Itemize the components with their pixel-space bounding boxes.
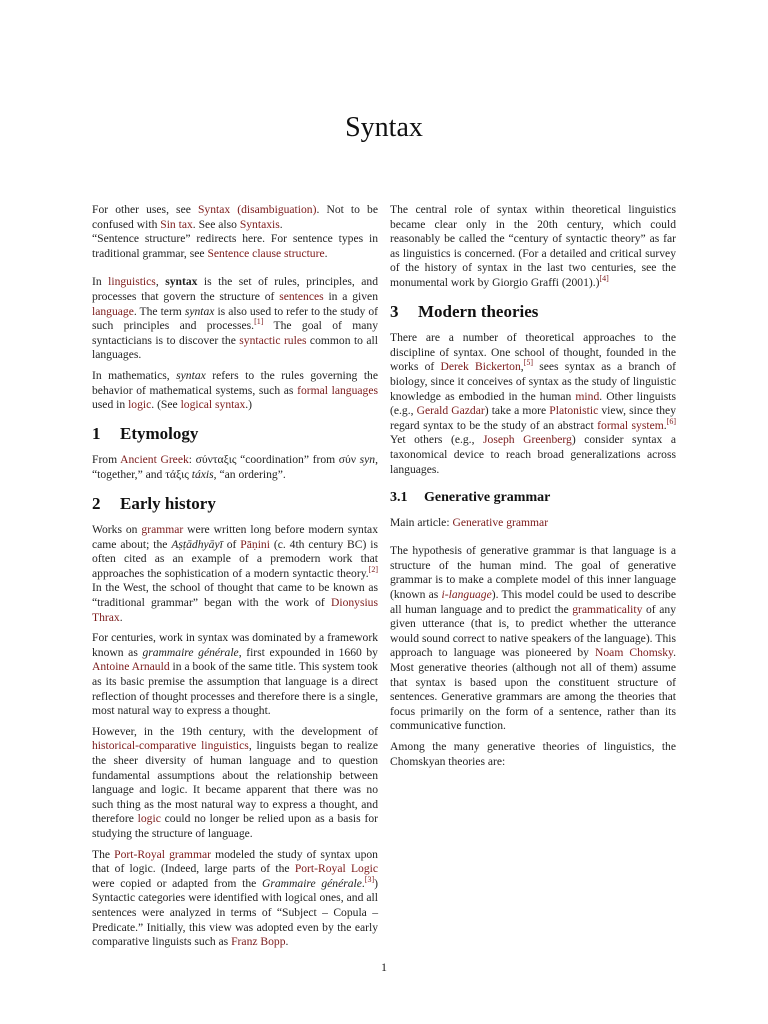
link-franz-bopp[interactable]: Franz Bopp: [231, 935, 286, 949]
link-platonistic[interactable]: Platonistic: [549, 404, 599, 418]
link-derek-bickerton[interactable]: Derek Bickerton: [440, 360, 521, 374]
link-grammaticality[interactable]: grammaticality: [572, 602, 643, 616]
link-syntactic-rules[interactable]: syntactic rules: [239, 333, 307, 347]
link-logic[interactable]: logic: [128, 398, 152, 412]
hatnote-redirect: “Sentence structure” redirects here. For sentence types in traditional grammar, see Sentence clause structure.: [92, 232, 378, 260]
citation-6[interactable]: [6]: [666, 416, 676, 426]
main-article-note: Main article: Generative grammar: [390, 515, 549, 529]
link-sin-tax[interactable]: Sin tax: [160, 217, 193, 231]
citation-3[interactable]: [3]: [364, 874, 375, 884]
early-history-paragraph-2: For centuries, work in syntax was dominated by a framework known as grammaire générale, first expounded in 1660 by Antoine Arnauld in a book of the same title. This system took as its basic premise the assumption that language is a direct reflection of thought processes and therefore there is a single, most natural way to express a thought.: [92, 631, 378, 718]
citation-2[interactable]: [2]: [368, 565, 378, 575]
left-column: [92, 203, 378, 956]
section-heading-modern-theories: 3 Modern theories: [390, 301, 539, 321]
section-heading-etymology: 1 Etymology: [92, 423, 199, 443]
right-column: [390, 203, 676, 775]
page-title: Syntax: [345, 112, 423, 143]
citation-1[interactable]: [1]: [254, 317, 264, 327]
intro-paragraph: In linguistics, syntax is the set of rules, principles, and processes that govern the structure of sentences in a given language. The term syntax is also used to refer to the study of such principles and processes.[1] The goal of many syntacticians is to discover the syntactic rules common to all languages.: [92, 275, 379, 362]
link-linguistics[interactable]: linguistics: [108, 275, 156, 289]
link-syntax-disambiguation[interactable]: Syntax (disambiguation): [197, 203, 317, 216]
early-history-paragraph-1: Works on grammar were written long before modern syntax came about; the Aṣṭādhyāyī of Pāṇini (c. 4th century BC) is often cited as an example of a premodern work that approaches the sophistication of a modern syntactic theory.[2] In the West, the school of thought that came to be known as “traditional grammar” began with the work of Dionysius Thrax.: [92, 523, 378, 624]
link-language[interactable]: language: [92, 304, 134, 318]
page-number: 1: [381, 960, 387, 974]
hatnote: [92, 203, 378, 261]
link-dionysius-thrax[interactable]: Dionysius Thrax: [92, 596, 378, 624]
generative-grammar-paragraph-1: The hypothesis of generative grammar is that language is a structure of the human mind. The goal of generative grammar is to make a complete model of this inner language (known as i-language). This model could be used to describe all human language and to predict the grammaticality of any given utterance (that is, to predict whether the utterance would sound correct to native speakers of the language). This approach to language was pioneered by Noam Chomsky. Most generative theories (although not all of them) assume that syntax is based upon the constituent structure of sentences. Generative grammars are among the theories that focus primarily on the form of a sentence, rather than its communicative function.: [390, 544, 676, 733]
link-i-language[interactable]: i-language: [441, 588, 492, 602]
link-antoine-arnauld[interactable]: Antoine Arnauld: [92, 660, 170, 674]
link-gerald-gazdar[interactable]: Gerald Gazdar: [416, 404, 485, 418]
section-heading-early-history: 2 Early history: [92, 493, 216, 513]
link-generative-grammar-main[interactable]: Generative grammar: [452, 515, 549, 529]
citation-4[interactable]: [4]: [599, 274, 609, 284]
early-history-paragraph-5: The central role of syntax within theoretical linguistics became clear only in the 20th century, which could reasonably be called the “century of syntactic theory” as far as linguistics is concerned. (For a detailed and critical survey of the history of syntax in the last two centuries, see the monumental work by Giorgio Graffi (2001).)[4]: [390, 203, 676, 289]
link-logic-2[interactable]: logic: [137, 812, 161, 826]
etymology-paragraph: From Ancient Greek: σύνταξις “coordination” from σύν syn, “together,” and τάξις táxis, “an ordering”.: [92, 453, 379, 481]
link-mind[interactable]: mind: [575, 389, 600, 403]
modern-theories-paragraph: There are a number of theoretical approaches to the discipline of syntax. One school of thought, founded in the works of Derek Bickerton,[5] sees syntax as a branch of biology, since it conceives of syntax as the study of linguistic knowledge as embodied in the human mind. Other linguists (e.g., Gerald Gazdar) take a more Platonistic view, since they regard syntax to be the study of an abstract formal system.[6] Yet others (e.g., Joseph Greenberg) consider syntax a taxonomical device to reach broad generalizations across languages.: [390, 331, 677, 476]
link-port-royal-logic[interactable]: Port-Royal Logic: [294, 862, 378, 876]
link-panini[interactable]: Pāṇini: [240, 537, 270, 551]
link-sentences[interactable]: sentences: [279, 289, 324, 303]
subsection-heading-generative-grammar: 3.1 Generative grammar: [390, 490, 551, 506]
math-paragraph: In mathematics, syntax refers to the rules governing the behavior of mathematical systems, such as formal languages used in logic. (See logical syntax.): [92, 368, 378, 412]
early-history-paragraph-3: However, in the 19th century, with the development of historical-comparative linguistics, linguists began to realize the sheer diversity of human language and to question fundamental assumptions about the relationship between language and logic. It became apparent that there was no such thing as the most natural way to express a thought, and therefore logic could no longer be relied upon as a basis for studying the structure of language.: [92, 724, 378, 840]
link-historical-comparative-linguistics[interactable]: historical-comparative linguistics: [92, 739, 249, 753]
link-joseph-greenberg[interactable]: Joseph Greenberg: [483, 433, 572, 447]
generative-grammar-paragraph-2: Among the many generative theories of linguistics, the Chomskyan theories are:: [390, 740, 676, 768]
link-formal-system[interactable]: formal system: [597, 418, 664, 432]
link-port-royal-grammar[interactable]: Port-Royal grammar: [114, 847, 211, 861]
link-sentence-clause-structure[interactable]: Sentence clause structure: [207, 246, 325, 260]
link-ancient-greek[interactable]: Ancient Greek: [120, 453, 189, 467]
link-syntaxis[interactable]: Syntaxis: [239, 217, 280, 231]
hatnote-disambiguation: For other uses, see Syntax (disambiguation). Not to be confused with Sin tax. See also Syntaxis.: [92, 203, 378, 231]
early-history-paragraph-4: The Port-Royal grammar modeled the study of syntax upon that of logic. (Indeed, large parts of the Port-Royal Logic were copied or adapted from the Grammaire générale.[3]) Syntactic categories were identified with logical ones, and all sentences were analyzed in terms of “Subject – Copula – Predicate.” Initially, this view was adopted even by the early comparative linguists such as Franz Bopp.: [92, 847, 378, 949]
citation-5[interactable]: [5]: [523, 358, 533, 368]
link-formal-languages[interactable]: formal languages: [297, 383, 378, 397]
link-grammar[interactable]: grammar: [141, 523, 184, 537]
link-logical-syntax[interactable]: logical syntax: [180, 398, 246, 412]
link-noam-chomsky[interactable]: Noam Chomsky: [595, 646, 674, 660]
